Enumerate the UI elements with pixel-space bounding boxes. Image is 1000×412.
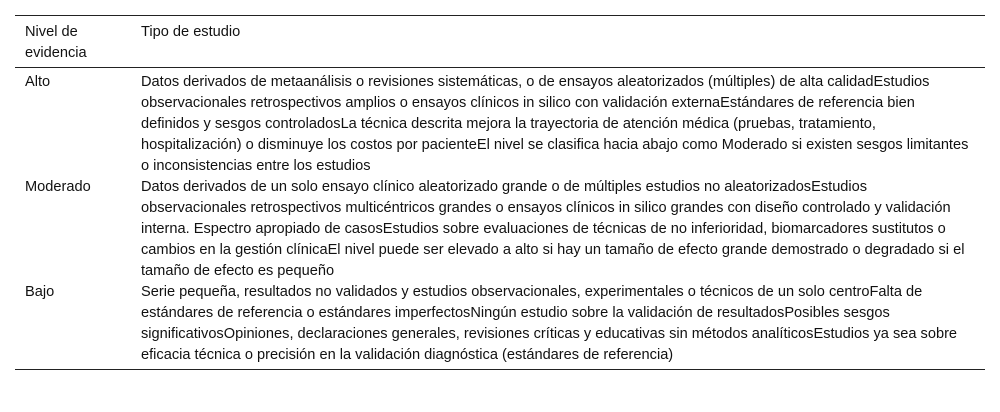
table-row bbox=[15, 282, 985, 370]
evidence-table bbox=[15, 15, 985, 370]
row-level-cell: Moderado bbox=[25, 179, 91, 195]
table-row bbox=[15, 68, 985, 178]
row-description-cell: Datos derivados de un solo ensayo clínico aleatorizado grande o de múltiples estudios no aleatorizadosEstudios observacionales retrospectivos multicéntricos grandes o ensayos clínicos in silico grandes con diseño controlado y validación interna. Espectro apropiado de casosEstudios sobre evaluaciones de técnicas de no inferioridad, biomarcadores sustitutos o cambios en la gestión clínicaEl nivel puede ser elevado a alto si hay un tamaño de efecto grande demostrado o degradado si el tamaño de efecto es pequeño bbox=[141, 179, 965, 279]
header-evidence-level bbox=[15, 16, 131, 68]
evidence-table-container bbox=[15, 15, 985, 370]
header-study-type: Tipo de estudio bbox=[141, 24, 241, 40]
row-level-cell: Alto bbox=[25, 74, 51, 90]
row-description-cell: Datos derivados de metaanálisis o revisiones sistemáticas, o de ensayos aleatorizados (múltiples) de alta calidadEstudios observacionales retrospectivos amplios o ensayos clínicos in silico con validación externaEstándares de referencia bien definidos y sesgos controladosLa técnica descrita mejora la trayectoria de atención médica (pruebas, tratamiento, hospitalización) o disminuye los costos por pacienteEl nivel se clasifica hacia abajo como Moderado si existen sesgos limitantes o inconsistencias entre los estudios bbox=[141, 74, 969, 174]
header-evidence-level-text: Nivel de evidencia bbox=[25, 24, 87, 61]
table-header-row bbox=[15, 16, 985, 68]
row-description-cell: Serie pequeña, resultados no validados y estudios observacionales, experimentales o técnicos de un solo centroFalta de estándares de referencia o estándares imperfectosNingún estudio sobre la validación de resultadosPosibles sesgos significativosOpiniones, declaraciones generales, revisiones críticas y educativas sin métodos analíticosEstudios ya sea sobre eficacia técnica o precisión en la validación diagnóstica (estándares de referencia) bbox=[141, 284, 958, 363]
table-row bbox=[15, 177, 985, 282]
row-level-cell: Bajo bbox=[25, 284, 55, 300]
